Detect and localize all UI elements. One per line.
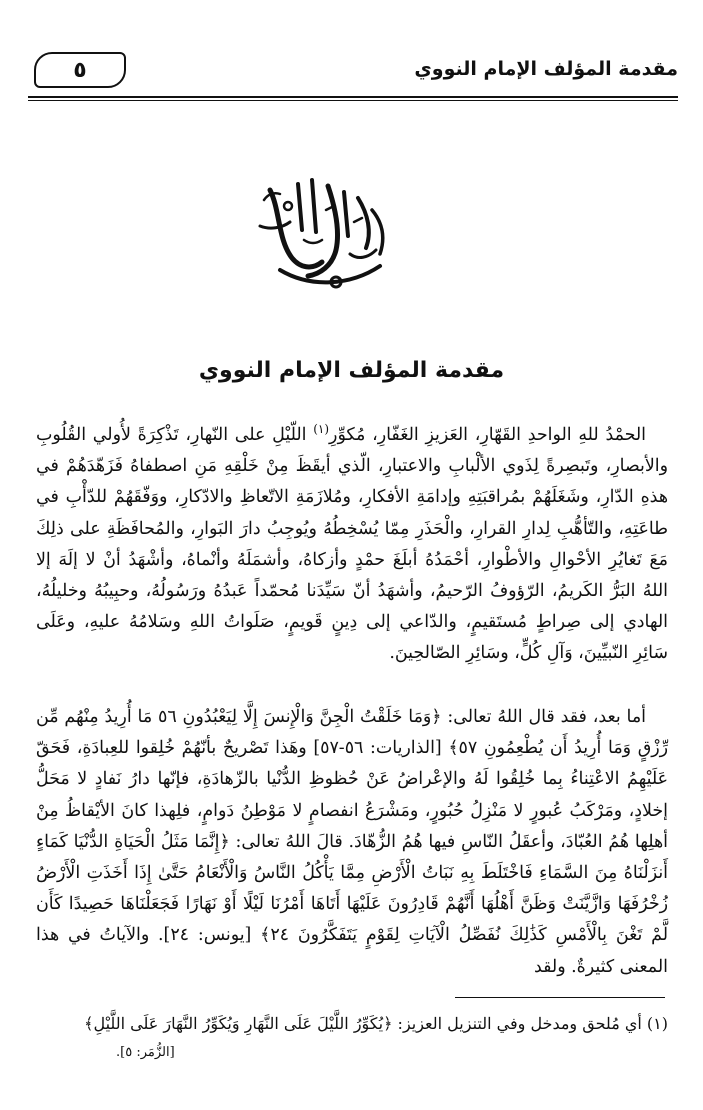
section-title: مقدمة المؤلف الإمام النووي: [198, 358, 505, 383]
paragraph-2: [36, 702, 668, 983]
footnote-rule: [455, 997, 665, 998]
footnote-marker[interactable]: (١): [313, 422, 330, 437]
footnote: [36, 1008, 668, 1066]
paragraph-1-rest: اللّيْلِ على النّهارِ، تَذْكِرَةً لأُولي القُلُوبِ والأبصارِ، وتَبصِرةً لِذَوي الألْبابِ والاعتبارِ، الّذي أيقَظَ مِنْ خَلْقِهِ مَنِ اصطفاهُ فَزَهّدَهُمْ في هذهِ الدّارِ، وشَغَلَهُمْ بمُراقبَتِهِ وإدامَةِ الأفكارِ، ومُلازَمَةِ الاتّعاظِ والادّكارِ، ووَفّقَهُمْ للدّأْبِ في طاعَتِهِ، والتّأهُّبِ لِدارِ القرارِ، والْحَذَرِ مِمّا يُسْخِطُهُ ويُوجِبُ دارَ البَوارِ، والمُحافَظَةِ على ذلِكَ مَعَ تَغايُرِ الأحْوالِ والأطْوارِ، أحْمَدُهُ أبلَغَ حمْدٍ وأزكاهُ، وأشمَلَهُ وأنْماهُ، وأشْهَدُ أنْ لا إلَهَ إلا اللهُ البَرُّ الكَريمُ، الرّؤوفُ الرّحيمُ، وأشهَدُ أنّ سَيِّدَنا مُحمّداً عَبدُهُ ورَسُولُهُ، وحبِيبُهُ وخليلُهُ، الهادي إلى صِراطٍ مُستَقيمٍ، والدّاعي إلى دِينٍ قَويمٍ، صَلَواتُ اللهِ وسَلامُهُ عليهِ، وعَلَى سَائِرِ النّبيِّينَ، وَآلِ كُلٍّ، وسَائِرِ الصّالحِينَ.: [36, 425, 668, 664]
page-header: [28, 46, 678, 100]
paragraph-2-text: أما بعد، فقد قال اللهُ تعالى: ﴿وَمَا خَلَقْتُ الْجِنَّ وَالْإِنسَ إِلَّا لِيَعْبُدُونِ ٥٦ مَا أُرِيدُ مِنْهُم مِّن رِّزْقٍ وَمَا أُرِيدُ أَن يُطْعِمُونِ ٥٧﴾ [الذاريات: ٥٦-٥٧] وهَذا تَصْريحٌ بأنّهُمْ خُلِقوا للعِبادَةِ، فَحَقّ عَلَيْهِمُ الاعْتِناءُ بِما خُلِقُوا لَهُ والإعْراضُ عَنْ حُظوظِ الدُّنْيا بالزّهادَةِ، فإنّها دارُ نَفادٍ لا مَحَلُّ إخلادٍ، ومَرْكَبُ عُبورٍ لا مَنْزِلُ حُبُورٍ، ومَشْرَعُ انفصامٍ لا مَوْطِنُ دَوامٍ، فلِهذا كانَ الأيْقاظُ مِنْ أهلِها هُمُ العُبّادَ، وأعقَلُ النّاسِ فيها هُمُ الزُّهّادَ. قالَ اللهُ تعالى: ﴿إِنَّمَا مَثَلُ الْحَيَاةِ الدُّنْيَا كَمَاءٍ أَنزَلْنَاهُ مِنَ السَّمَاءِ فَاخْتَلَطَ بِهِ نَبَاتُ الْأَرْضِ مِمَّا يَأْكُلُ النَّاسُ وَالْأَنْعَامُ حَتَّىٰ إِذَا أَخَذَتِ الْأَرْضُ زُخْرُفَهَا وَازَّيَّنَتْ وَظَنَّ أَهْلُهَا أَنَّهُمْ قَادِرُونَ عَلَيْهَا أَتَاهَا أَمْرُنَا لَيْلًا أَوْ نَهَارًا فَجَعَلْنَاهَا حَصِيدًا كَأَن لَّمْ تَغْنَ بِالْأَمْسِ كَذَٰلِكَ نُفَصِّلُ الْآيَاتِ لِقَوْمٍ يَتَفَكَّرُونَ ٢٤﴾ [يونس: ٢٤]. والآياتُ في هذا المعنى كثيرةٌ. ولقد: [36, 707, 668, 977]
page-number-frame: [34, 52, 126, 88]
header-rule: [28, 96, 678, 98]
basmala-calligraphy: [240, 170, 410, 300]
header-rule-thin: [28, 100, 678, 101]
paragraph-1-lead: الحمْدُ للهِ الواحدِ القَهّارِ، العَزيزِ الغَفّارِ، مُكوِّرِ: [329, 425, 646, 445]
running-title: مقدمة المؤلف الإمام النووي: [414, 58, 678, 80]
paragraph-1: [36, 420, 668, 670]
footnote-reference: [الزُّمَر: ٥].: [116, 1045, 175, 1060]
basmala-calligraphy-icon: [240, 170, 410, 300]
footnote-text: (١) أي مُلحق ومدخل وفي التنزيل العزيز: ﴿يُكَوِّرُ اللَّيْلَ عَلَى النَّهَارِ وَيُكَوِّرُ النَّهَارَ عَلَى اللَّيْلِ﴾: [84, 1014, 668, 1033]
page-number: ٥: [73, 57, 87, 83]
